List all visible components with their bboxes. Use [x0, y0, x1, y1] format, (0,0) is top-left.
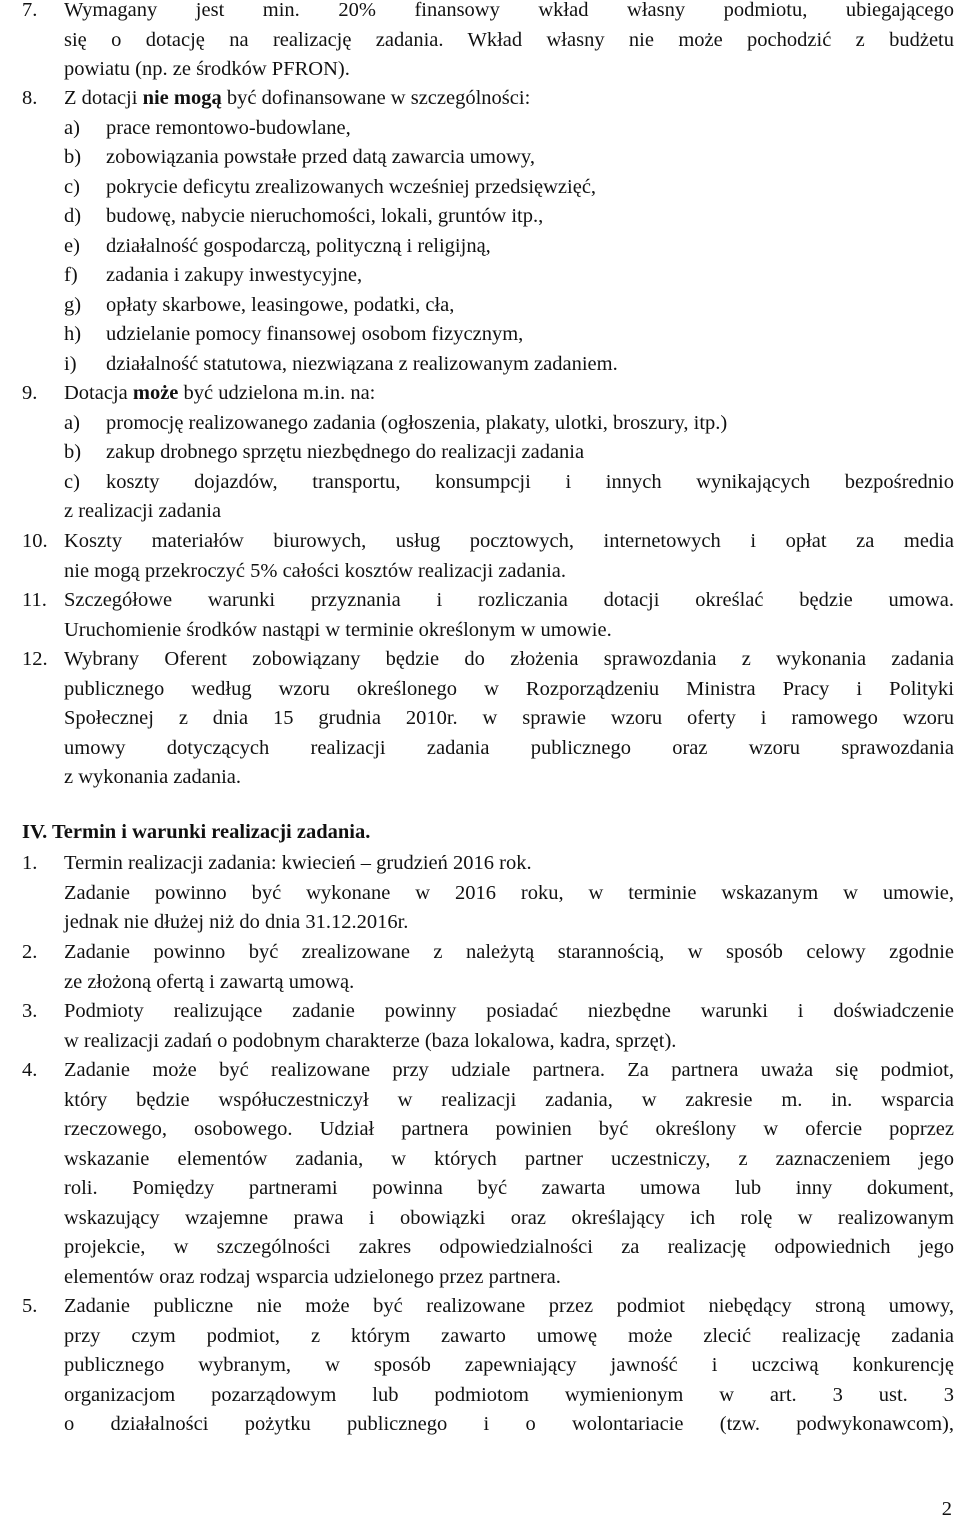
- page-number: 2: [941, 1498, 952, 1520]
- list-item: f) zadania i zakupy inwestycyjne,: [64, 264, 363, 286]
- text-line: o działalności pożytku publicznego i o wolontariacie (tzw. podwykonawcom),: [64, 1413, 954, 1435]
- text-line: ze złożoną ofertą i zawartą umową.: [64, 970, 355, 993]
- item-number: 1.: [22, 852, 38, 874]
- intro-line: Dotacja może być udzielona m.in. na:: [64, 382, 376, 404]
- list-item: g) opłaty skarbowe, leasingowe, podatki, cła,: [64, 293, 455, 316]
- list-item: b) zobowiązania powstałe przed datą zawarcia umowy,: [64, 146, 535, 168]
- text-line: Podmioty realizujące zadanie powinny posiadać niezbędne warunki i doświadczenie: [64, 1000, 954, 1022]
- item-number: 7.: [22, 0, 38, 21]
- item-9: [22, 379, 954, 527]
- section-item-5: [22, 1292, 954, 1440]
- list-item: h) udzielanie pomocy finansowej osobom fizycznym,: [64, 323, 524, 345]
- text-line: Wymagany jest min. 20% finansowy wkład własny podmiotu, ubiegającego: [64, 0, 954, 21]
- text-line: powiatu (np. ze środków PFRON).: [64, 58, 350, 80]
- item-number: 11.: [22, 589, 47, 611]
- text-line: Termin realizacji zadania: kwiecień – grudzień 2016 rok.: [64, 852, 532, 874]
- item-number: 5.: [22, 1295, 38, 1317]
- item-10: [22, 527, 954, 586]
- text-line: z realizacji zadania: [64, 500, 222, 522]
- emphasis: może: [132, 382, 179, 404]
- item-7: [22, 0, 954, 85]
- item-number: 9.: [22, 382, 38, 404]
- text-line: publicznego wybranym, w sposób zapewniający jawność i uczciwą konkurencję: [64, 1354, 954, 1376]
- list-item: d) budowę, nabycie nieruchomości, lokali, gruntów itp.,: [64, 205, 544, 227]
- list-item: i) działalność statutowa, niezwiązana z realizowanym zadaniem.: [64, 352, 618, 375]
- text-line: się o dotację na realizację zadania. Wkład własny nie może pochodzić z budżetu: [64, 28, 954, 51]
- text-line: projekcie, w szczególności zakres odpowiedzialności za realizację odpowiednich jego: [64, 1236, 954, 1258]
- item-number: 10.: [22, 530, 48, 552]
- text-line: Społecznej z dnia 15 grudnia 2010r. w sprawie wzoru oferty i ramowego wzoru: [64, 707, 954, 729]
- text-line: przy czym podmiot, z którym zawarto umowę może zlecić realizację zadania: [64, 1324, 954, 1347]
- emphasis: nie mogą: [142, 87, 222, 109]
- section-item-1: [22, 849, 954, 938]
- text-line: Zadanie powinno być zrealizowane z należytą starannością, w sposób celowy zgodnie: [64, 941, 954, 963]
- section-heading: IV. Termin i warunki realizacji zadania.: [22, 821, 371, 843]
- text-line: Zadanie powinno być wykonane w 2016 roku, w terminie wskazanym w umowie,: [64, 881, 954, 904]
- list-item: a) promocję realizowanego zadania (ogłoszenia, plakaty, ulotki, broszury, itp.): [64, 411, 728, 434]
- section-item-2: [22, 938, 954, 997]
- list-item: c) koszty dojazdów, transportu, konsumpcji i innych wynikających bezpośrednio: [64, 470, 954, 493]
- text-line: wskazujący wzajemne prawa i obowiązki oraz określający ich rolę w realizowanym: [64, 1206, 954, 1229]
- text-line: elementów oraz rodzaj wsparcia udzielonego przez partnera.: [64, 1265, 561, 1288]
- intro-line: Z dotacji nie mogą być dofinansowane w szczególności:: [64, 87, 531, 109]
- text-line: jednak nie dłużej niż do dnia 31.12.2016r.: [64, 911, 409, 933]
- section-item-3: [22, 997, 954, 1056]
- text-line: nie mogą przekroczyć 5% całości kosztów realizacji zadania.: [64, 559, 566, 582]
- item-number: 3.: [22, 1000, 38, 1022]
- text-line: publicznego według wzoru określonego w Rozporządzeniu Ministra Pracy i Polityki: [64, 677, 954, 700]
- text-line: Wybrany Oferent zobowiązany będzie do złożenia sprawozdania z wykonania zadania: [64, 648, 954, 670]
- text-line: Zadanie może być realizowane przy udziale partnera. Za partnera uważa się podmiot,: [64, 1059, 954, 1081]
- text-line: Zadanie publiczne nie może być realizowane przez podmiot niebędący stroną umowy,: [64, 1295, 954, 1317]
- item-number: 2.: [22, 941, 38, 963]
- item-number: 4.: [22, 1059, 38, 1081]
- item-number: 12.: [22, 648, 48, 670]
- text-line: który będzie współuczestniczył w realizacji zadania, w zakresie m. in. wsparcia: [64, 1088, 954, 1111]
- section-item-4: [22, 1056, 954, 1292]
- text-line: z wykonania zadania.: [64, 766, 242, 788]
- text-line: organizacjom pozarządowym lub podmiotom wymienionym w art. 3 ust. 3: [64, 1383, 954, 1406]
- text-line: roli. Pomiędzy partnerami powinna być zawarta umowa lub inny dokument,: [64, 1177, 954, 1199]
- list-item: e) działalność gospodarczą, polityczną i religijną,: [64, 234, 491, 257]
- text-line: Szczegółowe warunki przyznania i rozliczania dotacji określać będzie umowa.: [64, 589, 954, 611]
- text-line: wskazanie elementów zadania, w których partner uczestniczy, z zaznaczeniem jego: [64, 1147, 954, 1170]
- text-line: Uruchomienie środków nastąpi w terminie określonym w umowie.: [64, 618, 612, 641]
- text-line: Koszty materiałów biurowych, usług pocztowych, internetowych i opłat za media: [64, 530, 954, 552]
- text-line: rzeczowego, osobowego. Udział partnera powinien być określony w ofercie poprzez: [64, 1118, 954, 1140]
- list-item: b) zakup drobnego sprzętu niezbędnego do realizacji zadania: [64, 441, 585, 463]
- text-line: umowy dotyczących realizacji zadania publicznego oraz wzoru sprawozdania: [64, 736, 954, 759]
- item-11: [22, 586, 954, 645]
- item-12: [22, 645, 954, 793]
- item-8: [22, 84, 954, 379]
- text-line: w realizacji zadań o podobnym charakterze (baza lokalowa, kadra, sprzęt).: [64, 1029, 677, 1052]
- list-item: c) pokrycie deficytu zrealizowanych wcześniej przedsięwzięć,: [64, 175, 597, 198]
- item-number: 8.: [22, 87, 38, 109]
- list-item: a) prace remontowo-budowlane,: [64, 116, 351, 139]
